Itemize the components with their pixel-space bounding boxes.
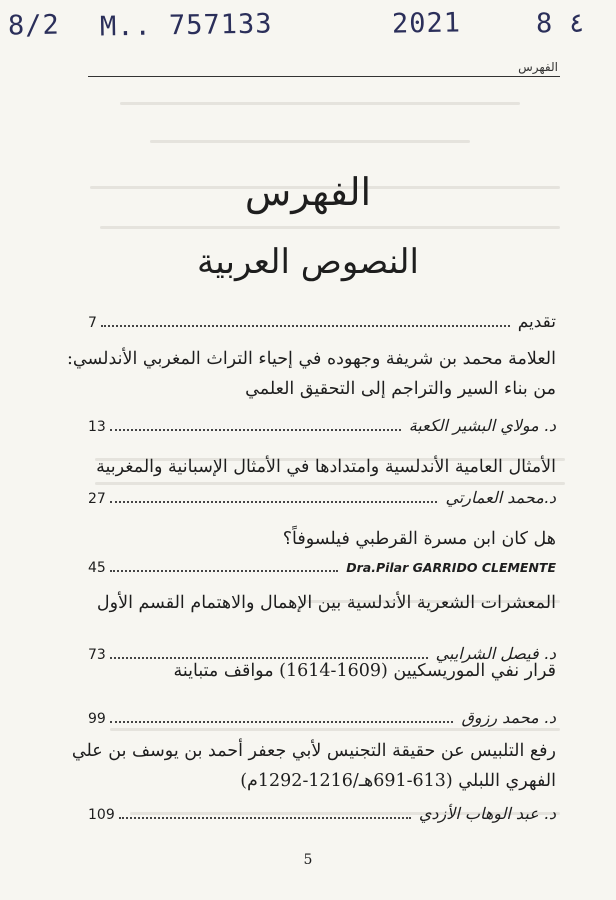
handwritten-note-left: 8/2 (7, 9, 61, 42)
leader-dots (101, 325, 510, 327)
toc-entry (88, 312, 556, 338)
leader-dots (110, 501, 438, 503)
handwritten-year: 2021 (391, 7, 462, 40)
toc-entry (88, 524, 556, 586)
toc-entry (88, 656, 556, 734)
leader-dots (110, 721, 454, 723)
toc-entry-title: المعشرات الشعرية الأندلسية بين الإهمال والاهتمام القسم الأول (96, 593, 556, 613)
running-head: الفهرس (518, 60, 558, 74)
bleed-through (150, 140, 470, 143)
leader-dots (110, 570, 338, 572)
author-name: د.محمد العمارتي (445, 488, 556, 507)
handwritten-note-right: 8 ٤ (535, 7, 586, 40)
toc-author-row (88, 416, 556, 442)
toc-entry-title: رفع التلبيس عن حقيقة التجنيس لأبي جعفر أحمد بن يوسف بن علي (71, 741, 556, 761)
toc-entry (88, 452, 556, 514)
bleed-through (120, 102, 520, 105)
toc-author-row (88, 708, 556, 734)
page-number: 99 (88, 711, 106, 727)
toc-entry-title: الأمثال العامية الأندلسية وامتدادها في الأمثال الإسبانية والمغربية (96, 457, 556, 477)
page-number: 27 (88, 491, 106, 507)
bleed-through (100, 226, 560, 229)
page-number: 73 (88, 647, 106, 663)
page-number: 109 (88, 807, 115, 823)
page-number: 45 (88, 560, 106, 576)
toc-entry-title-cont: الفهري اللبلي (613-691هـ/1216-1292م) (240, 771, 556, 791)
toc-entry-title-cont: من بناء السير والتراجم إلى التحقيق العلمي (245, 379, 556, 399)
page-folio: 5 (303, 852, 313, 868)
section-subtitle: النصوص العربية (197, 242, 419, 282)
author-name: د. عبد الوهاب الأزدي (418, 804, 556, 823)
leader-dots (119, 817, 411, 819)
page-number: 13 (88, 419, 106, 435)
header-rule (88, 76, 560, 77)
toc-entry-title: هل كان ابن مسرة القرطبي فيلسوفاً؟ (282, 529, 556, 549)
page-number: 7 (88, 315, 97, 331)
toc-entry-title: قرار نفي الموريسكيين (1609-1614) مواقف متباينة (173, 661, 556, 681)
author-name: د. مولاي البشير الكعبة (408, 416, 556, 435)
toc-entry (67, 344, 556, 442)
author-name: د. محمد رزوق (461, 708, 556, 727)
toc-entry-title: تقديم (517, 312, 556, 332)
toc-author-row (88, 804, 556, 830)
author-name: Dra.Pilar GARRIDO CLEMENTE (346, 560, 556, 575)
leader-dots (110, 429, 401, 431)
author-name: د. فيصل الشرايبي (435, 644, 556, 663)
toc-entry-title: العلامة محمد بن شريفة وجهوده في إحياء التراث المغربي الأندلسي: (67, 349, 556, 369)
handwritten-accession-number: M.. 757133 (99, 8, 273, 43)
page-title: الفهرس (244, 170, 372, 214)
toc-entry (71, 736, 556, 830)
toc-author-row (88, 488, 556, 514)
toc-author-row (88, 560, 556, 586)
toc-entry-row (88, 312, 556, 338)
